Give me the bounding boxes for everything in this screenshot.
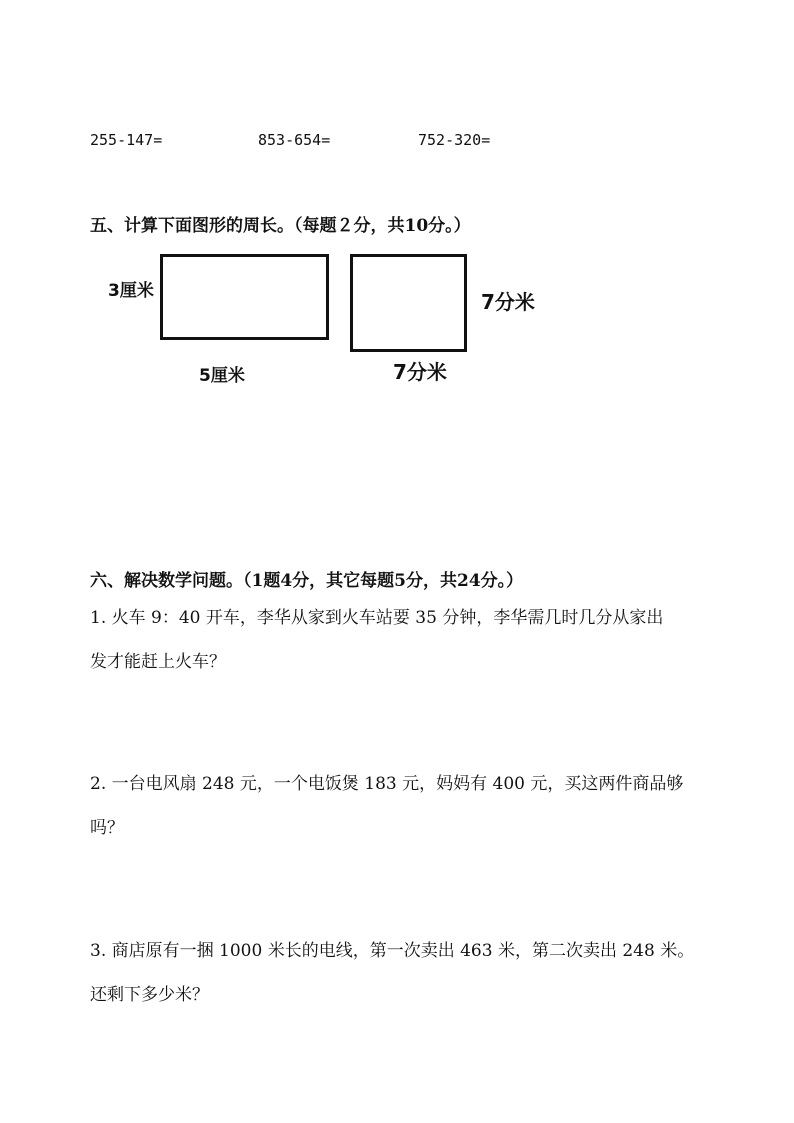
equation-3: 752-320= (418, 131, 491, 149)
rectangle-width-label: 5厘米 (199, 366, 245, 386)
rectangle-height-label: 3厘米 (108, 281, 154, 301)
problem-2-line-2: 吗？ (90, 818, 124, 838)
problem-3-line-1: 3. 商店原有一捆 1000 米长的电线，第一次卖出 463 米，第二次卖出 248 米。 (90, 941, 695, 961)
rectangle-figure (160, 254, 329, 340)
problem-1-line-2: 发才能赶上火车？ (90, 652, 226, 672)
square-side-label: 7分米 (481, 290, 535, 314)
equation-1: 255-147= (90, 131, 163, 149)
equation-2: 853-654= (258, 131, 331, 149)
problem-1-line-1: 1. 火车 9：40 开车，李华从家到火车站要 35 分钟，李华需几时几分从家出 (90, 608, 664, 628)
section-6-heading: 六、解决数学问题。（1题4分，其它每题5分，共24分。） (90, 571, 524, 591)
square-bottom-label: 7分米 (393, 360, 447, 384)
problem-2-line-1: 2. 一台电风扇 248 元，一个电饭煲 183 元，妈妈有 400 元，买这两件商品够 (90, 774, 684, 794)
problem-3-line-2: 还剩下多少米？ (90, 985, 209, 1005)
square-figure (350, 254, 467, 352)
section-5-heading: 五、计算下面图形的周长。（每题２分，共10分。） (90, 216, 471, 236)
